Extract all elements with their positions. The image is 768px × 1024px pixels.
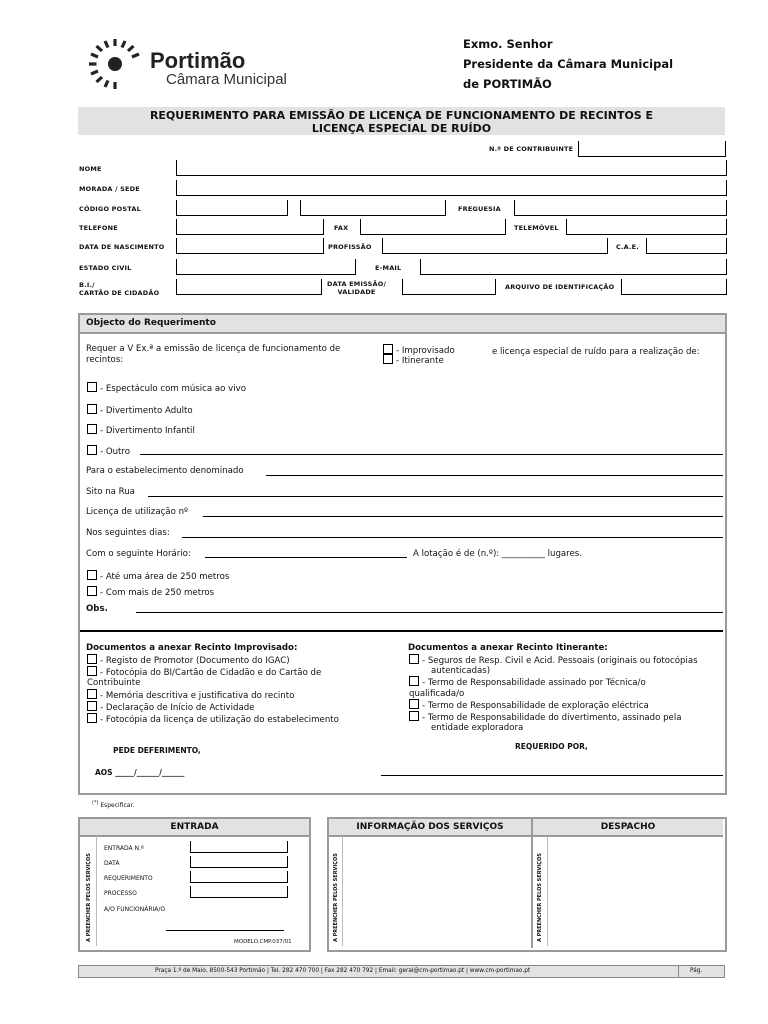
ruido-text: e licença especial de ruído para a realização de: (492, 347, 700, 357)
adulto-option[interactable] (87, 404, 193, 417)
docs-improvisado-list (87, 654, 387, 725)
morada-label: MORADA / SEDE (79, 185, 140, 193)
area1-label: - Até uma área de 250 metros (100, 572, 230, 582)
nif-label: N.º DE CONTRIBUINTE (489, 145, 574, 153)
doc-item[interactable] (87, 666, 387, 678)
bi-label-line: B.I./ (79, 281, 95, 289)
footer-address: Praça 1.º de Maio, 8500-543 Portimão | Tel. 282 470 700 | Fax 282 470 792 | Email: geral@cm-portimao.pt | www.cm-portimao.pt (155, 968, 531, 974)
info-despacho-divider (531, 819, 533, 948)
espectaculo-checkbox[interactable] (87, 382, 97, 392)
area2-option[interactable] (87, 586, 214, 599)
logo-name: Portimão (150, 48, 246, 73)
footer-page: Pág. (690, 968, 703, 974)
doc-checkbox[interactable] (87, 666, 97, 676)
doc-label: - Termo de Responsabilidade de exploração eléctrica (422, 700, 649, 711)
doc-checkbox[interactable] (87, 701, 97, 711)
dias-label: Nos seguintes dias: (86, 528, 170, 538)
doc-label-continuation: entidade exploradora (431, 723, 524, 734)
telemovel-field[interactable] (566, 219, 727, 235)
objecto-heading: Objecto do Requerimento (80, 315, 725, 334)
adulto-checkbox[interactable] (87, 404, 97, 414)
doc-checkbox[interactable] (409, 699, 419, 709)
requerido-por: REQUERIDO POR, (515, 742, 588, 751)
estado-civil-field[interactable] (176, 259, 356, 275)
despacho-vertical-label: A PREENCHER PELOS SERVIÇOS (537, 853, 543, 942)
footer-bar (78, 965, 725, 978)
data-nascimento-field[interactable] (176, 238, 324, 254)
doc-item[interactable] (87, 701, 387, 713)
doc-checkbox[interactable] (409, 711, 419, 721)
cae-field[interactable] (646, 238, 727, 254)
doc-item[interactable] (87, 713, 387, 725)
doc-item[interactable] (87, 654, 387, 666)
improvisado-label: - Improvisado (396, 346, 455, 356)
doc-checkbox[interactable] (409, 654, 419, 664)
codigo-postal-field[interactable] (176, 200, 288, 216)
entrada-numero-label: ENTRADA N.º (104, 845, 144, 852)
info-despacho-panel (327, 817, 727, 952)
docs-itinerante-list (409, 654, 725, 733)
logo-subtitle: Câmara Municipal (166, 71, 287, 88)
logo-sunburst-icon (84, 38, 146, 96)
doc-item[interactable] (409, 654, 725, 666)
lotacao-text: A lotação é de (n.º): __________ lugares. (413, 549, 583, 559)
obs-label: Obs. (86, 604, 108, 614)
doc-item[interactable] (409, 699, 725, 711)
addressee-line: de PORTIMÃO (463, 77, 552, 91)
outro-checkbox[interactable] (87, 445, 97, 455)
doc-label-continuation: Contribuinte (87, 678, 141, 689)
doc-checkbox[interactable] (409, 676, 419, 686)
entrada-data-label: DATA (104, 860, 120, 867)
logo (84, 38, 146, 96)
dias-line[interactable] (182, 537, 723, 538)
telefone-label: TELEFONE (79, 224, 118, 232)
sito-label: Sito na Rua (86, 487, 135, 497)
doc-label: - Memória descritiva e justificativa do recinto (100, 690, 295, 701)
area1-option[interactable] (87, 570, 229, 583)
bi-field[interactable] (176, 279, 322, 295)
estabelecimento-line[interactable] (266, 475, 723, 476)
itinerante-label: - Itinerante (396, 356, 444, 366)
requer-text-line: recintos: (86, 355, 124, 365)
info-heading: INFORMAÇÃO DOS SERVIÇOS (329, 819, 531, 837)
addressee-line: Exmo. Senhor (463, 37, 553, 51)
codigo-postal-label: CÓDIGO POSTAL (79, 205, 141, 213)
data-emissao-label-line: VALIDADE (337, 288, 376, 296)
nome-field[interactable] (176, 160, 727, 176)
fax-label: FAX (334, 224, 349, 232)
docs-improvisado-title: Documentos a anexar Recinto Improvisado: (86, 643, 298, 653)
area2-checkbox[interactable] (87, 586, 97, 596)
estado-civil-label: ESTADO CIVIL (79, 264, 132, 272)
adulto-label: - Divertimento Adulto (100, 406, 193, 416)
entrada-heading: ENTRADA (80, 819, 309, 837)
email-label: E-MAIL (375, 264, 402, 272)
area2-label: - Com mais de 250 metros (100, 588, 215, 598)
infantil-checkbox[interactable] (87, 424, 97, 434)
addressee (463, 34, 673, 94)
espectaculo-label: - Espectáculo com música ao vivo (100, 384, 246, 394)
doc-label: - Termo de Responsabilidade assinado por Técnica/o (422, 678, 646, 689)
obs-line[interactable] (136, 612, 723, 613)
despacho-inner-divider (547, 836, 548, 946)
info-inner-divider (342, 836, 343, 946)
addressee-line: Presidente da Câmara Municipal (463, 57, 674, 71)
fax-field[interactable] (360, 219, 506, 235)
doc-item[interactable] (409, 676, 725, 688)
infantil-label: - Divertimento Infantil (100, 426, 195, 436)
outro-label: - Outro (100, 447, 131, 457)
signature-line[interactable] (381, 775, 723, 776)
entrada-requerimento-label: REQUERIMENTO (104, 875, 153, 882)
telemovel-label: TELEMÓVEL (514, 224, 559, 232)
footnote-mark: (*) (92, 800, 99, 806)
entrada-processo-label: PROCESSO (104, 890, 137, 897)
data-emissao-label (327, 280, 386, 296)
email-field[interactable] (420, 259, 727, 275)
footnote (92, 800, 134, 809)
telefone-field[interactable] (176, 219, 324, 235)
outro-line[interactable] (140, 454, 723, 455)
modelo-code: MODELO.CMP.037/01 (234, 939, 292, 945)
aos-date[interactable]: AOS _____/______/______ (95, 768, 185, 777)
nif-field[interactable] (578, 141, 726, 157)
data-nascimento-label: DATA DE NASCIMENTO (79, 243, 165, 251)
page-title-line: REQUERIMENTO PARA EMISSÃO DE LICENÇA DE FUNCIONAMENTO DE RECINTOS E (149, 109, 654, 122)
profissao-field[interactable] (382, 238, 608, 254)
doc-checkbox[interactable] (87, 713, 97, 723)
freguesia-field[interactable] (514, 200, 727, 216)
nome-label: NOME (79, 165, 102, 173)
footnote-text: Especificar. (100, 802, 135, 809)
itinerante-checkbox[interactable] (383, 354, 393, 364)
bi-label-line: CARTÃO DE CIDADÃO (79, 289, 160, 297)
area1-checkbox[interactable] (87, 570, 97, 580)
doc-checkbox[interactable] (87, 654, 97, 664)
bi-label (79, 281, 159, 297)
profissao-label: PROFISSÃO (328, 243, 372, 251)
doc-label: - Declaração de Início de Actividade (100, 702, 255, 713)
entrada-funcionaria-label: A/O FUNCIONÁRIA/O (104, 906, 166, 913)
espectaculo-option[interactable] (87, 382, 246, 395)
entrada-data-field[interactable] (190, 856, 288, 868)
doc-label: - Fotocópia do BI/Cartão de Cidadão e do Cartão de (100, 668, 322, 679)
doc-label-continuation: qualificada/o (409, 688, 465, 699)
codigo-postal-suffix-field[interactable] (300, 200, 446, 216)
entrada-numero-field[interactable] (190, 841, 288, 853)
requer-text-line: Requer a V Ex.ª a emissão de licença de funcionamento de (86, 344, 341, 354)
data-emissao-label-line: DATA EMISSÃO/ (327, 280, 387, 288)
entrada-inner-divider (96, 836, 97, 946)
cae-label: C.A.E. (616, 243, 639, 251)
docs-itinerante-title: Documentos a anexar Recinto Itinerante: (408, 643, 608, 653)
entrada-vertical-label: A PREENCHER PELOS SERVIÇOS (86, 853, 92, 942)
doc-label: - Termo de Responsabilidade do divertimento, assinado pela (422, 713, 682, 724)
doc-label: - Seguros de Resp. Civil e Acid. Pessoais (originais ou fotocópias (422, 656, 698, 666)
page-title-line: LICENÇA ESPECIAL DE RUÍDO (311, 122, 492, 135)
itinerante-option[interactable] (383, 354, 444, 367)
entrada-processo-field[interactable] (190, 886, 288, 898)
improvisado-checkbox[interactable] (383, 344, 393, 354)
morada-field[interactable] (176, 180, 727, 196)
entrada-funcionaria-line[interactable] (166, 930, 284, 931)
pede-deferimento: PEDE DEFERIMENTO, (113, 746, 201, 755)
entrada-requerimento-field[interactable] (190, 871, 288, 883)
info-vertical-label: A PREENCHER PELOS SERVIÇOS (333, 853, 339, 942)
data-emissao-field[interactable] (402, 279, 496, 295)
outro-option[interactable] (87, 445, 130, 458)
sito-line[interactable] (148, 496, 723, 497)
doc-item[interactable] (409, 711, 725, 723)
requer-text (86, 344, 340, 366)
entrada-panel (78, 817, 311, 952)
section-divider (80, 630, 723, 632)
licenca-label: Licença de utilização nº (86, 507, 189, 517)
doc-label: - Registo de Promotor (Documento do IGAC) (100, 656, 290, 666)
infantil-option[interactable] (87, 424, 195, 437)
horario-label: Com o seguinte Horário: (86, 549, 191, 559)
freguesia-label: FREGUESIA (458, 205, 501, 213)
despacho-heading: DESPACHO (533, 819, 723, 837)
licenca-line[interactable] (203, 516, 723, 517)
footer-page-divider (678, 966, 679, 977)
estabelecimento-label: Para o estabelecimento denominado (86, 466, 244, 476)
doc-item[interactable] (87, 689, 387, 701)
doc-checkbox[interactable] (87, 689, 97, 699)
doc-label: - Fotocópia da licença de utilização do estabelecimento (100, 715, 339, 726)
page-title (78, 107, 725, 135)
arquivo-field[interactable] (621, 279, 727, 295)
horario-line[interactable] (205, 557, 407, 558)
doc-label-continuation: autenticadas) (431, 666, 491, 677)
arquivo-label: ARQUIVO DE IDENTIFICAÇÃO (505, 283, 615, 291)
